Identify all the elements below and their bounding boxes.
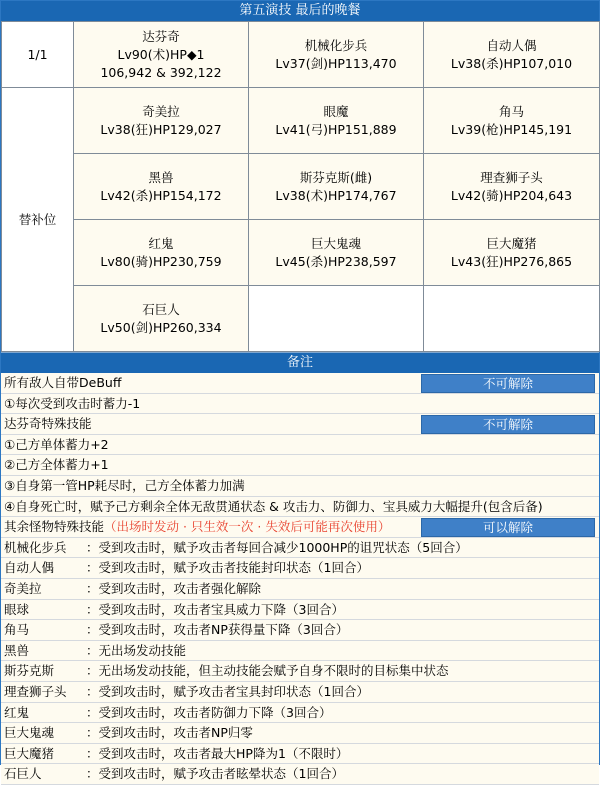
- note-item: [1, 497, 599, 518]
- enemy-cell: [74, 88, 249, 154]
- enemy-cell: [74, 220, 249, 286]
- monster-skill-row: [1, 641, 599, 662]
- enemy-stats: Lv38(术)HP174,767: [275, 187, 397, 203]
- enemy-name: 黑兽: [148, 169, 174, 185]
- enemy-cell-boss: [74, 22, 249, 88]
- notes-section: [1, 373, 599, 785]
- note-item: [1, 394, 599, 415]
- enemy-cell: [249, 88, 424, 154]
- note-text: ①己方单体蓄力+2: [4, 436, 109, 452]
- monster-skill: ：受到攻击时，攻击者宝具威力下降（3回合）: [86, 601, 344, 617]
- enemy-name: 机械化步兵: [304, 37, 368, 53]
- enemy-stats: Lv42(骑)HP204,643: [450, 187, 573, 203]
- enemy-stats: Lv38(狂)HP129,027: [100, 121, 222, 137]
- monster-skill: ：受到攻击时，攻击者防御力下降（3回合）: [86, 704, 332, 720]
- monster-name: 巨大魔猪: [4, 745, 55, 761]
- monster-name: 石巨人: [4, 766, 42, 782]
- enemy-cell: [249, 220, 424, 286]
- note-row-all-debuff: [1, 373, 599, 394]
- enemy-name: 石巨人: [142, 301, 180, 317]
- monster-skill: ：受到攻击时，攻击者强化解除: [86, 580, 262, 596]
- enemy-stats: Lv37(剑)HP113,470: [275, 55, 397, 71]
- enemy-name: 理查狮子头: [480, 169, 543, 185]
- wave-label: 1/1: [2, 22, 74, 88]
- enemy-stats: Lv43(狂)HP276,865: [450, 253, 573, 269]
- monster-skill-row: [1, 682, 599, 703]
- enemy-name: 红鬼: [148, 235, 174, 251]
- note-item: [1, 476, 599, 497]
- note-text: ③自身第一管HP耗尽时，己方全体蓄力加满: [4, 477, 245, 493]
- monster-skill: ：无出场发动技能，但主动技能会赋予自身不限时的目标集中状态: [86, 663, 449, 679]
- enemy-cell: [74, 154, 249, 220]
- enemy-cell: [424, 154, 600, 220]
- enemy-stats: Lv39(枪)HP145,191: [450, 121, 573, 137]
- enemy-cell: [249, 22, 424, 88]
- monster-skill-row: [1, 600, 599, 621]
- monster-skill-row: [1, 661, 599, 682]
- monster-skill: ：受到攻击时，攻击者NP获得量下降（3回合）: [86, 622, 349, 638]
- enemy-stats: Lv50(剑)HP260,334: [100, 319, 222, 335]
- monster-skill: ：受到攻击时，赋予攻击者宝具封印状态（1回合）: [86, 683, 369, 699]
- enemy-hp-detail: 106,942 & 392,122: [100, 64, 222, 80]
- monster-skill: ：受到攻击时，赋予攻击者每回合减少1000HP的诅咒状态（5回合）: [86, 539, 468, 555]
- monster-name: 眼球: [4, 601, 30, 617]
- monster-skill-row: [1, 764, 599, 785]
- notes-header: 备注: [1, 352, 599, 373]
- monster-skill-row: [1, 744, 599, 765]
- note-text: ①每次受到攻击时蓄力-1: [4, 395, 141, 411]
- monster-skill: ：受到攻击时，赋予攻击者技能封印状态（1回合）: [86, 560, 369, 576]
- status-badge: 可以解除: [421, 518, 595, 537]
- note-item: [1, 455, 599, 476]
- note-text: ④自身死亡时，赋予己方剩余全体无敌贯通状态 & 攻击力、防御力、宝具威力大幅提升(包含后备): [4, 498, 543, 514]
- monster-skill-row: [1, 703, 599, 724]
- note-label-remark: （出场时发动 · 只生效一次 · 失效后可能再次使用）: [104, 519, 391, 535]
- empty-cell: [249, 286, 424, 352]
- enemy-name: 巨大鬼魂: [310, 235, 361, 251]
- enemy-name: 自动人偶: [486, 37, 537, 53]
- monster-name: 自动人偶: [4, 560, 55, 576]
- monster-name: 角马: [4, 622, 30, 638]
- enemy-stats: Lv45(杀)HP238,597: [275, 253, 397, 269]
- enemy-stats: Lv41(弓)HP151,889: [275, 121, 397, 137]
- note-label: 所有敌人自带DeBuff: [4, 375, 122, 390]
- enemy-cell: [424, 22, 600, 88]
- enemy-cell: [74, 286, 249, 352]
- note-label: 达芬奇特殊技能: [4, 416, 92, 432]
- monster-name: 机械化步兵: [4, 539, 67, 555]
- monster-skill: ：受到攻击时，攻击者NP归零: [86, 725, 253, 741]
- note-text: ②己方全体蓄力+1: [4, 457, 109, 473]
- enemy-name: 斯芬克斯(雌): [299, 169, 373, 185]
- note-label: 其余怪物特殊技能: [4, 519, 105, 535]
- enemy-cell: [249, 154, 424, 220]
- status-badge: 不可解除: [421, 415, 595, 434]
- monster-name: 巨大鬼魂: [4, 725, 55, 741]
- enemy-stats: Lv90(术)HP◆1: [117, 46, 205, 62]
- enemy-name: 眼魔: [323, 103, 349, 119]
- enemy-stats: Lv42(杀)HP154,172: [100, 187, 222, 203]
- monster-skill: ：受到攻击时，赋予攻击者眩晕状态（1回合）: [86, 766, 344, 782]
- monster-skill: ：无出场发动技能: [86, 642, 187, 658]
- monster-skill-row: [1, 579, 599, 600]
- enemy-name: 巨大魔猪: [486, 235, 537, 251]
- empty-cell: [424, 286, 600, 352]
- enemy-table: [1, 21, 600, 352]
- enemy-stats: Lv80(骑)HP230,759: [100, 253, 222, 269]
- monster-skill-row: [1, 558, 599, 579]
- reserve-label: 替补位: [2, 88, 74, 352]
- note-item: [1, 435, 599, 456]
- monster-name: 理查狮子头: [4, 683, 67, 699]
- page-title: 第五演技 最后的晚餐: [1, 1, 599, 21]
- monster-name: 黑兽: [4, 642, 30, 658]
- status-badge: 不可解除: [421, 374, 595, 393]
- monster-name: 奇美拉: [4, 580, 42, 596]
- enemy-name: 角马: [498, 103, 524, 119]
- enemy-cell: [424, 88, 600, 154]
- monster-skill-row: [1, 538, 599, 559]
- monster-skill-row: [1, 723, 599, 744]
- note-row-davinci: [1, 414, 599, 435]
- monster-name: 斯芬克斯: [4, 663, 55, 679]
- note-row-others: [1, 517, 599, 538]
- enemy-cell: [424, 220, 600, 286]
- monster-name: 红鬼: [4, 704, 30, 720]
- monster-skill: ：受到攻击时，攻击者最大HP降为1（不限时）: [86, 745, 349, 761]
- enemy-stats: Lv38(杀)HP107,010: [450, 55, 573, 71]
- monster-skill-row: [1, 620, 599, 641]
- enemy-name: 达芬奇: [142, 28, 180, 44]
- enemy-name: 奇美拉: [142, 103, 180, 119]
